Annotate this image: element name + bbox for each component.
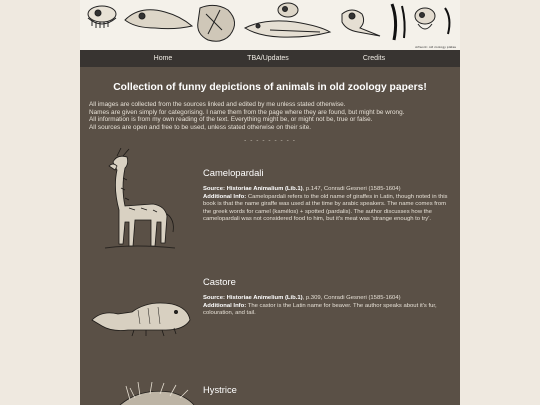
source-label: Source: [203, 295, 225, 301]
intro-line: Names are given simply for categorising. I name them from the page where they are found, but might be wrong. [89, 108, 405, 116]
entry-title: Hystrice [203, 384, 237, 395]
intro-line: All information is from my own reading of the text. Everything might be, or might not be, true or false. [89, 116, 373, 124]
entry-details [203, 295, 453, 318]
nav-home[interactable]: Home [153, 55, 173, 62]
entry-details [203, 186, 453, 224]
info-text: Camelopardali refers to the old name of giraffes in Latin, though noted in this book is that the name giraffe was used at the time by arabic speakers. The name comes from the greek words for camel (kamélos) + spotted (pardalis). The author discusses how the camelopardali was not considered food to him, but it's meat was 'strange enough to try'. [203, 193, 448, 223]
info-label: Additional Info: [203, 193, 247, 200]
banner-credit: Artwork: old zoology plates [415, 45, 456, 49]
info-text: The castor is the Latin name for beaver. The author speaks about it's fur, colouration, and tail. [203, 302, 437, 317]
info-label: Additional Info: [203, 302, 247, 309]
source-detail: , p.147, Conradi Gesneri (1585-1604) [302, 186, 401, 192]
camelopardali-illustration [95, 148, 185, 258]
separator: - - - - - - - - - [244, 137, 296, 144]
nav-bar [80, 50, 460, 67]
page-title: Collection of funny depictions of animals in old zoology papers! [113, 82, 427, 93]
source-detail: , p.309, Conradi Gesneri (1585-1604) [302, 295, 401, 301]
castore-illustration [88, 290, 198, 338]
intro-line: All sources are open and free to be used, unless stated otherwise on their site. [89, 124, 312, 132]
source-label: Source: [203, 186, 225, 192]
source-title: Historiae Animelium (Lib.1) [226, 295, 303, 301]
banner-illustration [80, 0, 460, 50]
nav-tba-updates[interactable]: TBA/Updates [247, 55, 289, 62]
intro-line: All images are collected from the sources linked and edited by me unless stated otherwise. [89, 101, 346, 108]
nav-credits[interactable]: Credits [362, 55, 386, 62]
header-banner [80, 0, 460, 50]
hystrice-illustration [90, 382, 200, 405]
entry-title: Castore [203, 276, 236, 287]
page-column [80, 0, 460, 405]
intro-text [89, 101, 457, 132]
entry-title: Camelopardali [203, 167, 264, 178]
source-title: Historiae Animalium (Lib.1) [226, 186, 303, 192]
